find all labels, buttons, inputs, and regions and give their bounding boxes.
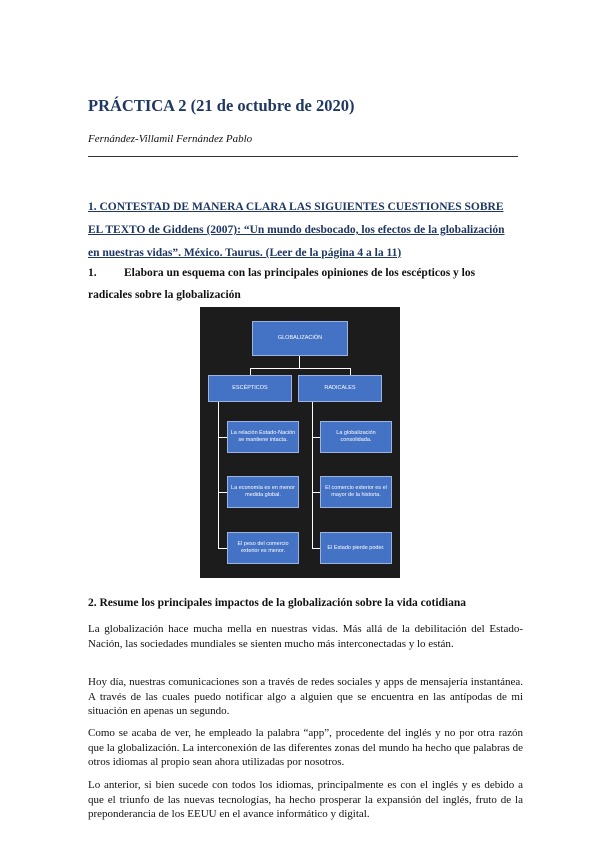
globalization-diagram bbox=[200, 307, 400, 578]
question-1-number: 1. bbox=[88, 267, 97, 279]
connector-left-item-3 bbox=[218, 548, 227, 549]
connector-root-down bbox=[299, 356, 300, 368]
connector-left-item-2 bbox=[218, 492, 227, 493]
connector-right-item-1 bbox=[312, 437, 320, 438]
divider bbox=[88, 156, 518, 157]
section-2-heading: 2. Resume los principales impactos de la globalización sobre la vida cotidiana bbox=[88, 597, 467, 609]
page-title: PRÁCTICA 2 (21 de octubre de 2020) bbox=[88, 96, 355, 115]
connector-horizontal bbox=[250, 368, 350, 369]
connector-right-down bbox=[350, 368, 351, 375]
connector-left-item-1 bbox=[218, 437, 227, 438]
diagram-root-box: GLOBALIZACIÓN bbox=[252, 321, 348, 356]
question-1 bbox=[88, 262, 518, 306]
paragraph: Hoy día, nuestras comunicaciones son a través de redes sociales y apps de mensajería instantánea. A través de las cuales puedo notificar algo a alguien que se encuentra en las antípodas de mi situación en apenas un segundo. bbox=[88, 676, 523, 717]
connector-left-vertical bbox=[218, 402, 219, 548]
diagram-branch-escepticos: ESCÉPTICOS bbox=[208, 375, 292, 402]
connector-left-down bbox=[250, 368, 251, 375]
question-1-text: Elabora un esquema con las principales opiniones de los escépticos y los radicales sobre la globalización bbox=[88, 267, 476, 301]
section-1-heading: 1. CONTESTAD DE MANERA CLARA LAS SIGUIENTES CUESTIONES SOBRE EL TEXTO de Giddens (2007): “Un mundo desbocado, los efectos de la globalización en nuestras vidas”. México. Taurus. (Leer de la página 4 a la 11) bbox=[88, 201, 505, 259]
author-name: Fernández-Villamil Fernández Pablo bbox=[88, 133, 253, 145]
connector-right-item-3 bbox=[312, 548, 320, 549]
connector-right-vertical bbox=[312, 402, 313, 548]
diagram-escepticos-item: El peso del comercio exterior es menor. bbox=[227, 532, 299, 564]
diagram-escepticos-item: La economía es en menor medida global. bbox=[227, 476, 299, 508]
diagram-branch-radicales: RADICALES bbox=[298, 375, 382, 402]
paragraph: La globalización hace mucha mella en nuestras vidas. Más allá de la debilitación del Estado-Nación, las sociedades mundiales se sienten mucho más interconectadas y lo están. bbox=[88, 623, 523, 650]
paragraph: Como se acaba de ver, he empleado la palabra “app”, procedente del inglés y no por otra razón que la globalización. La interconexión de las diferentes zonas del mundo ha hecho que palabras de otros idiomas al propio sean ahora utilizadas por nosotros. bbox=[88, 727, 523, 768]
diagram-escepticos-item: La relación Estado-Nación se mantiene intacta. bbox=[227, 421, 299, 453]
diagram-radicales-item: El Estado pierde poder. bbox=[320, 532, 392, 564]
diagram-radicales-item: El comercio exterior es el mayor de la historia. bbox=[320, 476, 392, 508]
connector-right-item-2 bbox=[312, 492, 320, 493]
diagram-radicales-item: La globalización consolidada. bbox=[320, 421, 392, 453]
paragraph: Lo anterior, si bien sucede con todos los idiomas, principalmente es con el inglés y es debido a que el triunfo de las nuevas tecnologías, ha hecho prosperar la expansión del inglés, fruto de la preponderancia de los EEUU en el avance informático y digital. bbox=[88, 779, 523, 820]
